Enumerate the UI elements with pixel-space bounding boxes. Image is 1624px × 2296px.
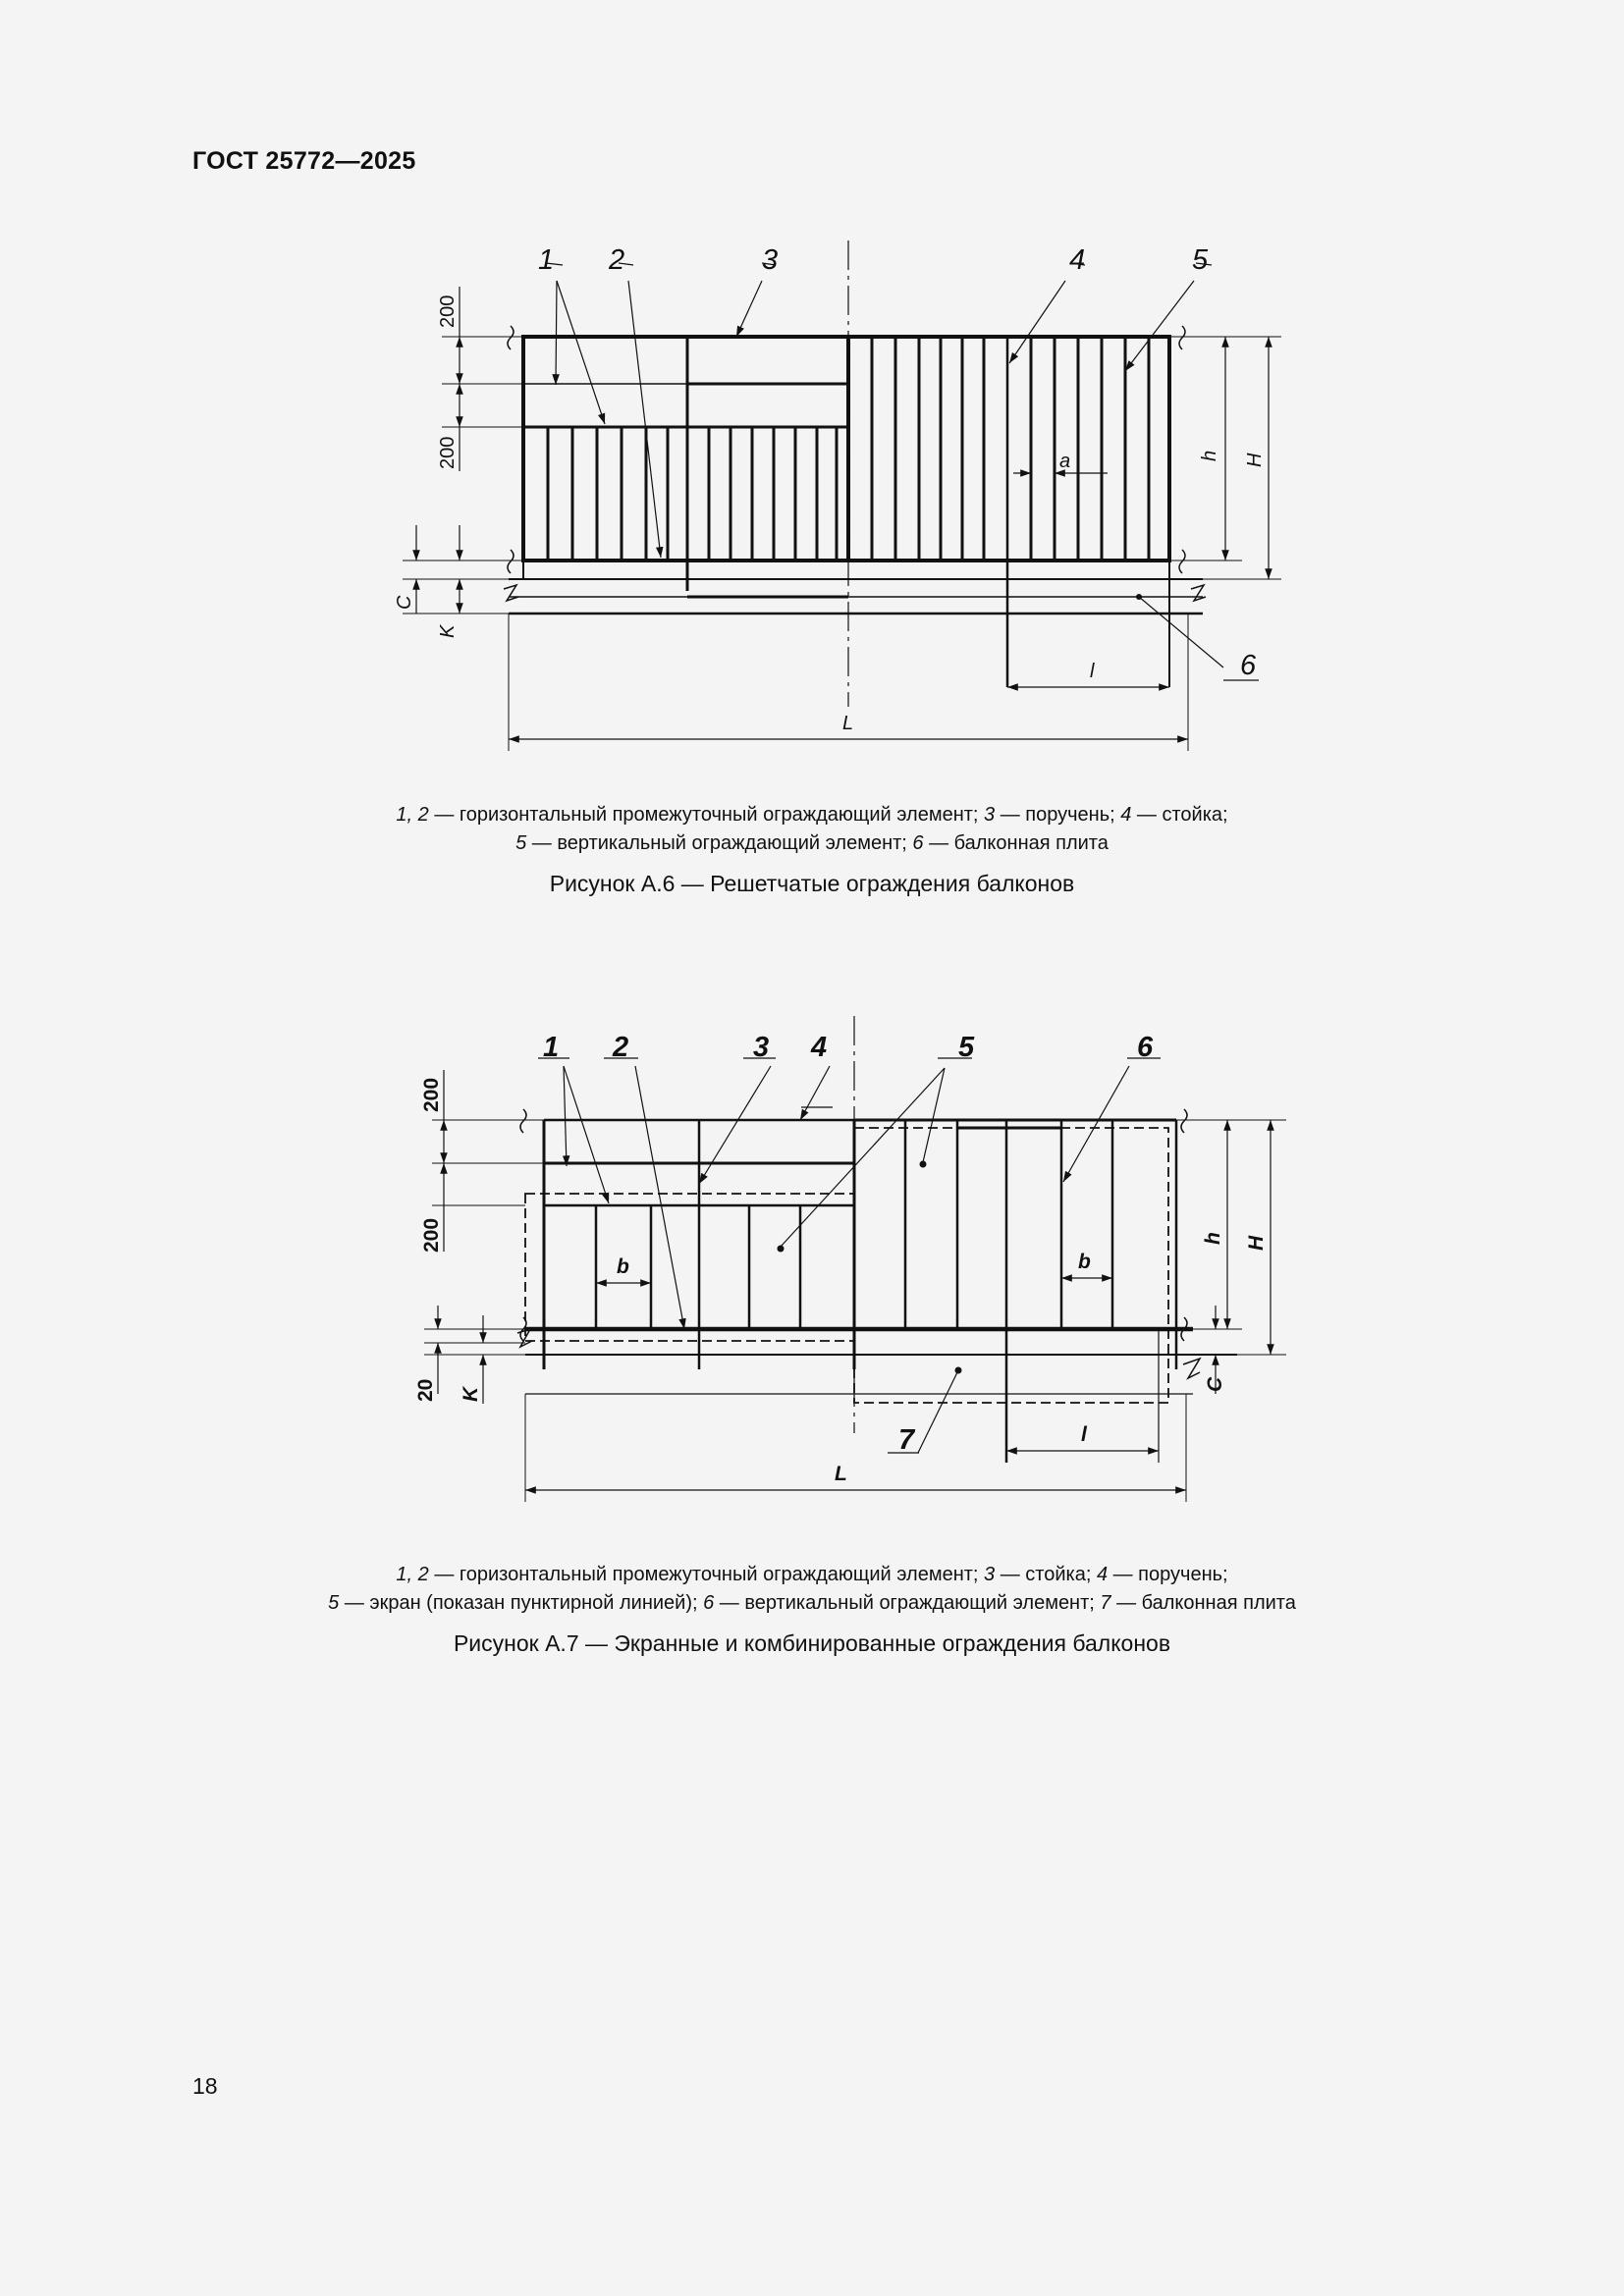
legend-text: — балконная плита bbox=[1110, 1592, 1296, 1614]
dim-c: C bbox=[394, 595, 415, 610]
callout-1: 1 bbox=[543, 1032, 560, 1063]
legend-key: 4 bbox=[1096, 1564, 1109, 1585]
callout-1: 1 bbox=[538, 244, 555, 276]
figure-a7-legend-line-2 bbox=[0, 1589, 1624, 1618]
dim-200-mid: 200 bbox=[437, 436, 459, 469]
callout-2: 2 bbox=[613, 1032, 629, 1063]
legend-text: — стойка; bbox=[995, 1564, 1097, 1585]
dim-L: L bbox=[842, 713, 854, 734]
legend-text: — поручень; bbox=[1108, 1564, 1228, 1585]
legend-key: 3 bbox=[984, 1564, 996, 1585]
callout-6: 6 bbox=[1137, 1032, 1154, 1063]
legend-key: 3 bbox=[984, 804, 996, 826]
dim-L: L bbox=[835, 1463, 847, 1485]
legend-text: — вертикальный ограждающий элемент; bbox=[714, 1592, 1101, 1614]
dim-c: C bbox=[1204, 1376, 1226, 1392]
figure-a6-title: Рисунок А.6 — Решетчатые ограждения балконов bbox=[549, 871, 1075, 896]
legend-key: 6 bbox=[912, 832, 924, 854]
callout-3: 3 bbox=[753, 1032, 770, 1063]
callout-7: 7 bbox=[898, 1424, 915, 1456]
dim-h: h bbox=[1202, 1232, 1224, 1245]
callout-3: 3 bbox=[762, 244, 779, 276]
dim-l: l bbox=[1090, 661, 1095, 682]
dim-k: K bbox=[437, 624, 459, 638]
legend-text: — вертикальный ограждающий элемент; bbox=[526, 832, 913, 854]
callout-5: 5 bbox=[1192, 244, 1209, 276]
document-header: ГОСТ 25772—2025 bbox=[192, 147, 416, 175]
screen-5-left bbox=[525, 1194, 854, 1341]
legend-text: — балконная плита bbox=[923, 832, 1109, 854]
legend-text: — горизонтальный промежуточный ограждающий элемент; bbox=[428, 1564, 985, 1585]
legend-key: 1, 2 bbox=[396, 1564, 429, 1585]
dim-200-mid: 200 bbox=[420, 1217, 443, 1253]
legend-key: 4 bbox=[1120, 804, 1132, 826]
page-number: 18 bbox=[192, 2073, 218, 2099]
callout-5: 5 bbox=[958, 1032, 975, 1063]
dim-k: K bbox=[460, 1386, 482, 1402]
legend-key: 5 bbox=[515, 832, 527, 854]
callout-6: 6 bbox=[1240, 650, 1257, 681]
dim-H: H bbox=[1245, 1235, 1268, 1251]
legend-key: 1, 2 bbox=[396, 804, 429, 826]
legend-text: — экран (показан пунктирной линией); bbox=[339, 1592, 704, 1614]
legend-text: — горизонтальный промежуточный ограждающий элемент; bbox=[428, 804, 985, 826]
legend-key: 5 bbox=[328, 1592, 340, 1614]
figure-a7-title: Рисунок А.7 — Экранные и комбинированные ограждения балконов bbox=[453, 1630, 1171, 1656]
dim-200-top: 200 bbox=[420, 1077, 443, 1112]
screen-5-right bbox=[854, 1128, 1168, 1403]
dim-b-left: b bbox=[617, 1255, 629, 1278]
legend-key: 6 bbox=[703, 1592, 715, 1614]
legend-key: 7 bbox=[1100, 1592, 1111, 1614]
figure-a7-legend-line-1 bbox=[0, 1561, 1624, 1589]
right-panels bbox=[905, 1120, 1112, 1329]
dim-l: l bbox=[1081, 1423, 1087, 1446]
legend-text: — стойка; bbox=[1131, 804, 1228, 826]
dim-h: h bbox=[1199, 450, 1220, 461]
callout-2: 2 bbox=[609, 244, 625, 276]
dim-H: H bbox=[1244, 453, 1266, 467]
figure-a7-legend bbox=[0, 1561, 1624, 1618]
dim-20: 20 bbox=[414, 1378, 437, 1402]
dim-b-right: b bbox=[1078, 1251, 1091, 1273]
dim-200-top: 200 bbox=[437, 294, 459, 328]
callout-4: 4 bbox=[811, 1032, 828, 1063]
dim-a: a bbox=[1059, 451, 1071, 472]
legend-text: — поручень; bbox=[995, 804, 1121, 826]
callout-4: 4 bbox=[1069, 244, 1086, 276]
